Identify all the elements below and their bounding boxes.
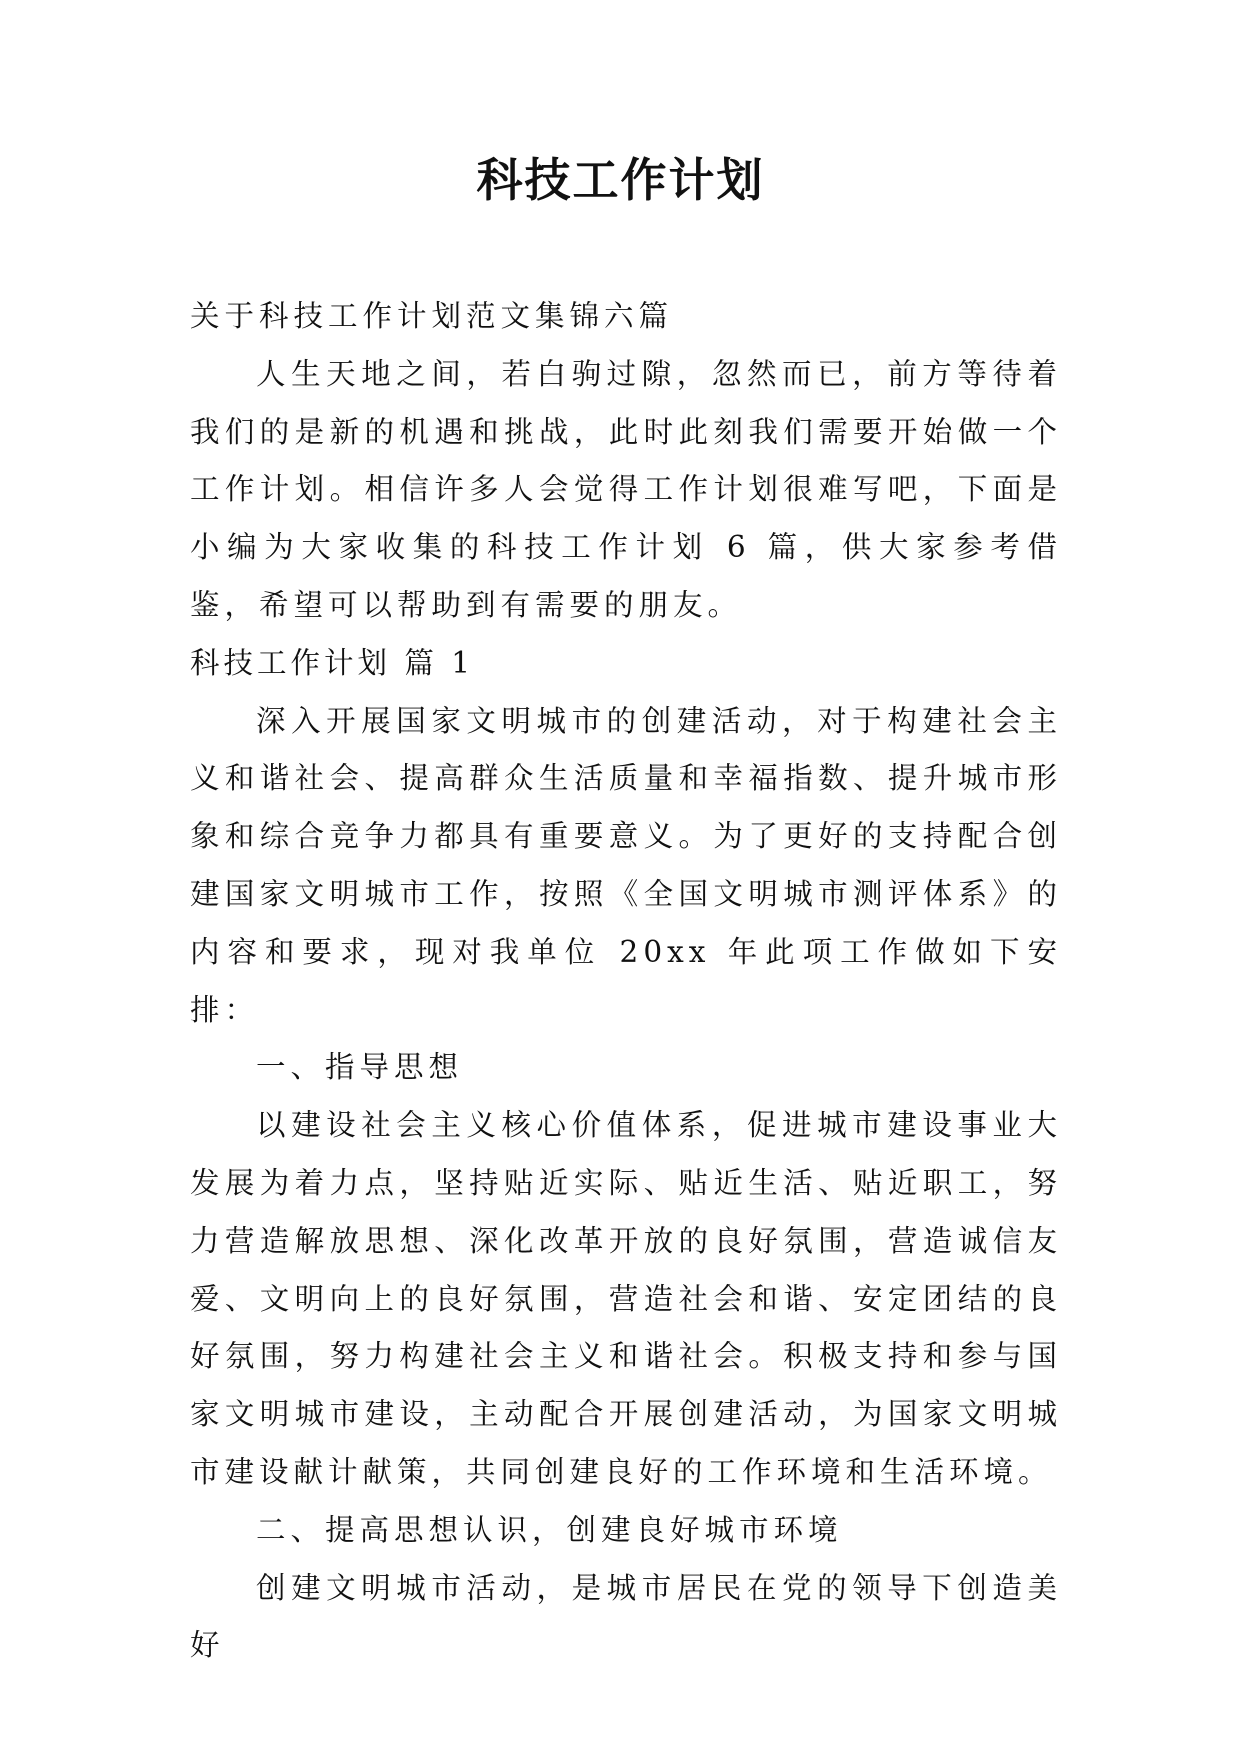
body-paragraph: 创建文明城市活动，是城市居民在党的领导下创造美好 <box>190 1570 1062 1663</box>
body-paragraph: 深入开展国家文明城市的创建活动，对于构建社会主义和谐社会、提高群众生活质量和幸福指数、提升城市形象和综合竞争力都具有重要意义。为了更好的支持配合创建国家文明城市工作，按照《全国文明城市测评体系》的内容和要求，现对我单位 20xx 年此项工作做如下安排： <box>190 703 1062 1027</box>
subheading-raise-awareness: 二、提高思想认识，创建良好城市环境 <box>256 1512 843 1547</box>
intro-paragraph: 人生天地之间，若白驹过隙，忽然而已，前方等待着我们的是新的机遇和挑战，此时此刻我们需要开始做一个工作计划。相信许多人会觉得工作计划很难写吧，下面是小编为大家收集的科技工作计划 6 篇，供大家参考借鉴，希望可以帮助到有需要的朋友。 <box>190 356 1062 622</box>
subtitle-line: 关于科技工作计划范文集锦六篇 <box>190 299 674 333</box>
subheading-guiding-ideology: 一、指导思想 <box>256 1050 464 1085</box>
body-paragraph: 以建设社会主义核心价值体系，促进城市建设事业大发展为着力点，坚持贴近实际、贴近生活、贴近职工，努力营造解放思想、深化改革开放的良好氛围，营造诚信友爱、文明向上的良好氛围，营造社会和谐、安定团结的良好氛围，努力构建社会主义和谐社会。积极支持和参与国家文明城市建设，主动配合开展创建活动，为国家文明城市建设献计献策，共同创建良好的工作环境和生活环境。 <box>190 1108 1062 1489</box>
section-heading-part1: 科技工作计划 篇 1 <box>190 645 475 680</box>
document-body <box>190 288 1062 1675</box>
document-title: 科技工作计划 <box>476 153 765 207</box>
